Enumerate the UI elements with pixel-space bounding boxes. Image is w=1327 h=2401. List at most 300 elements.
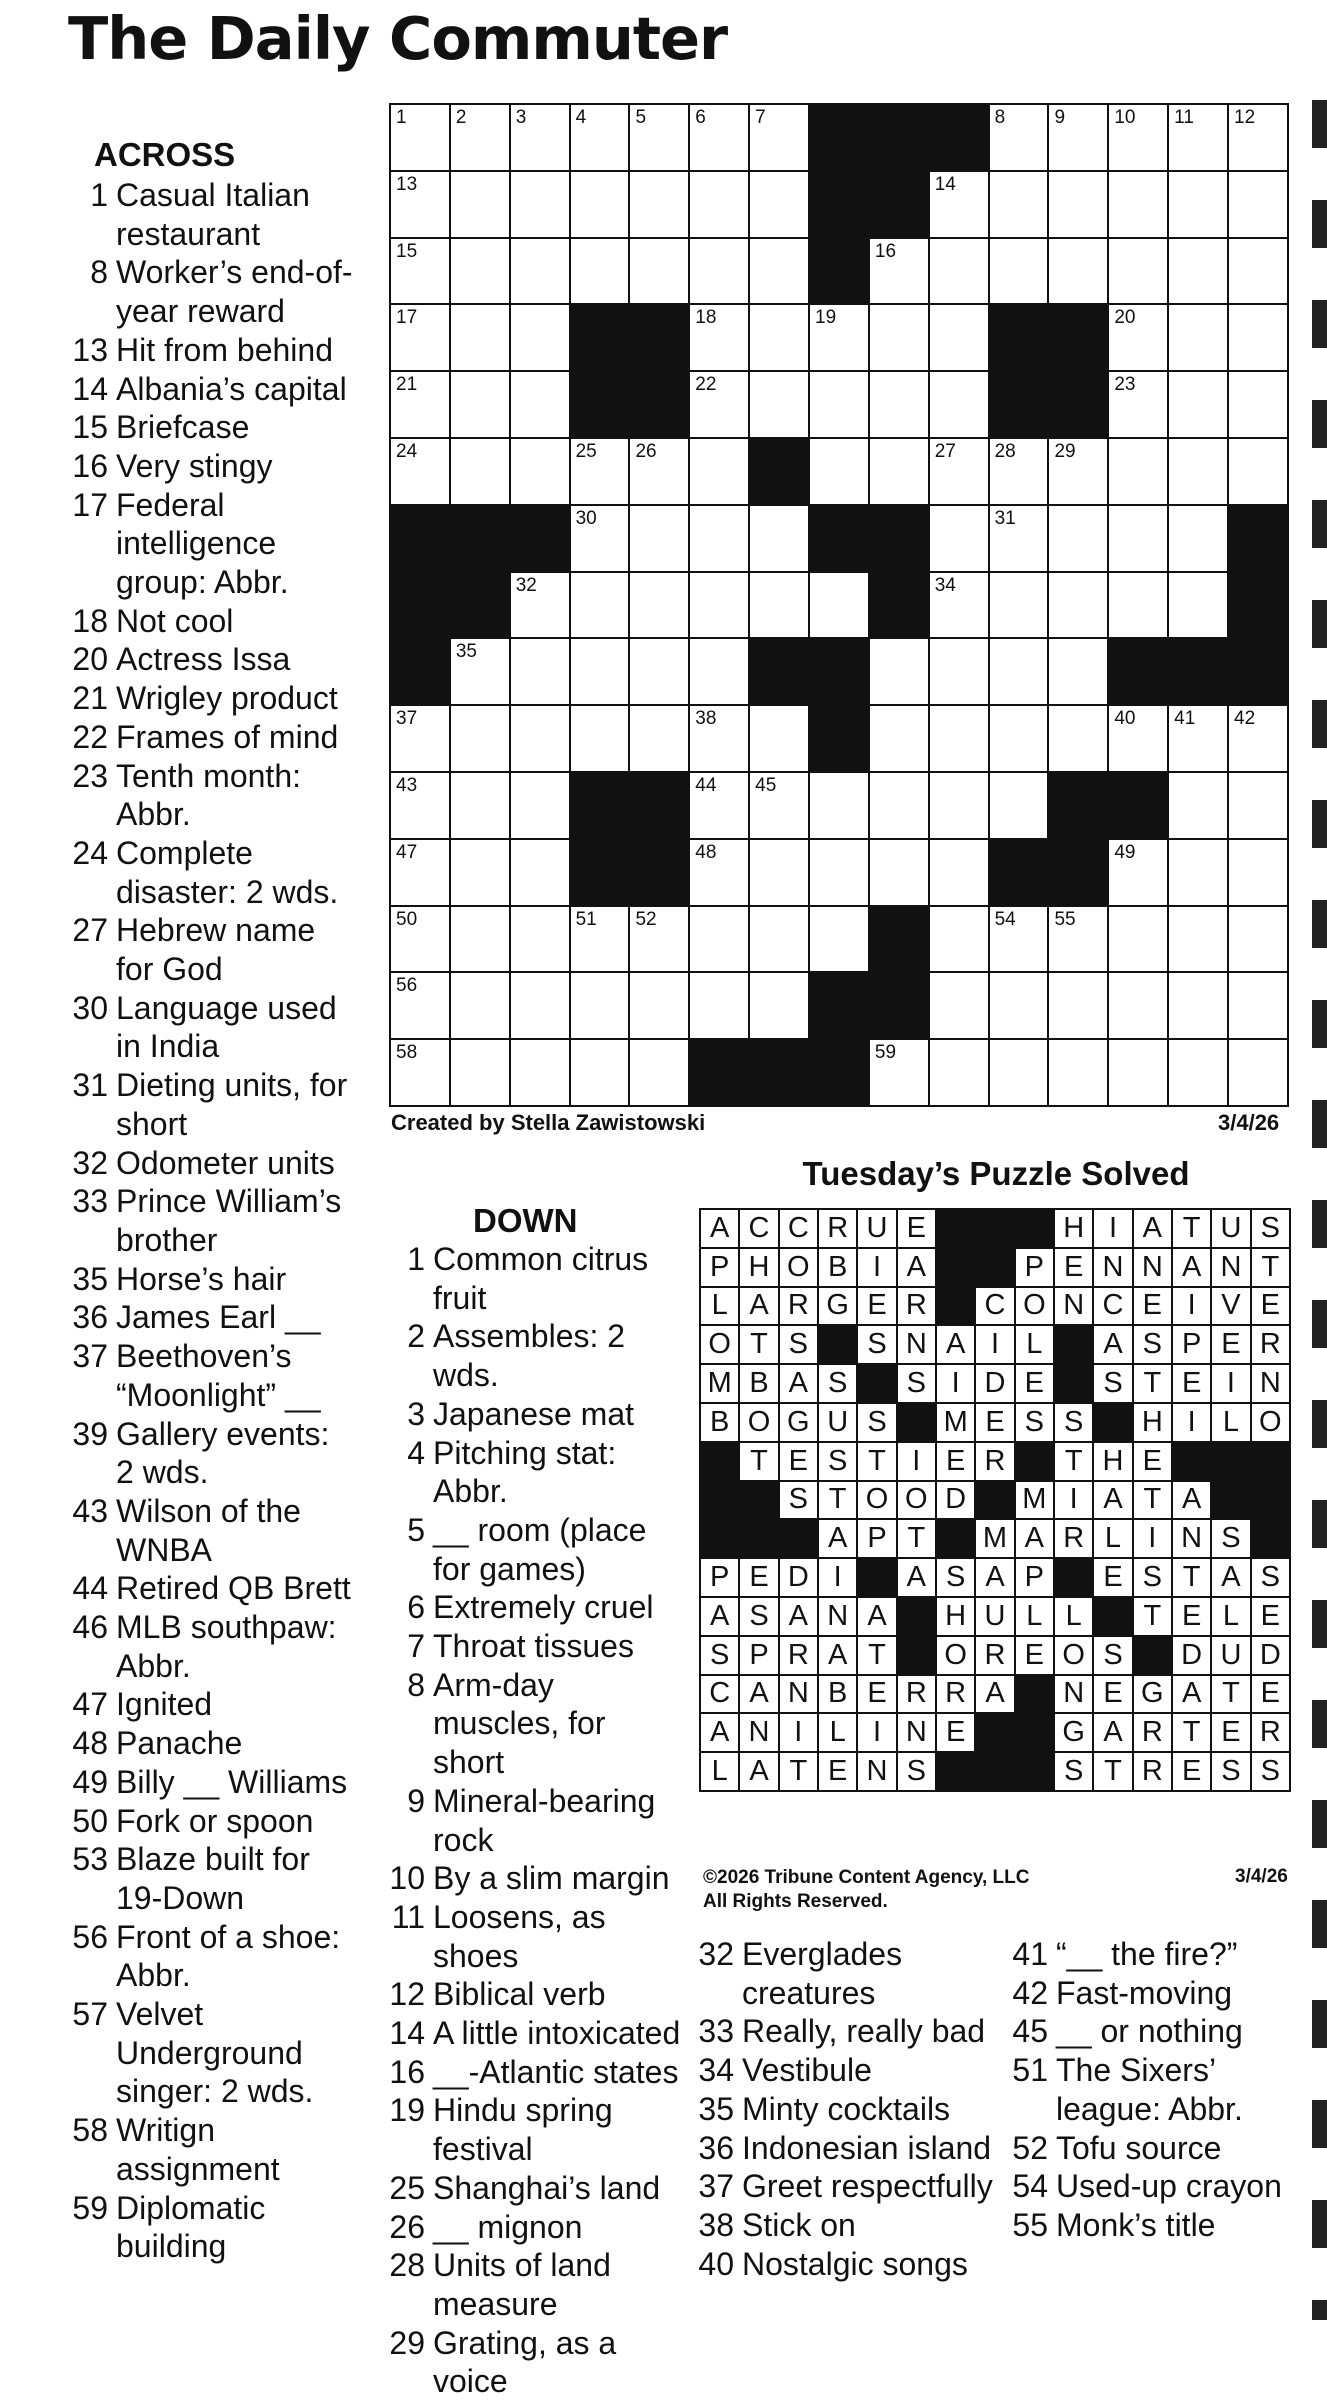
grid-cell[interactable] xyxy=(390,1039,450,1106)
grid-cell[interactable] xyxy=(809,304,869,371)
grid-cell[interactable] xyxy=(1168,839,1228,906)
grid-cell[interactable] xyxy=(1168,438,1228,505)
grid-cell[interactable] xyxy=(1048,505,1108,572)
clue-item xyxy=(64,1182,354,1259)
grid-cell[interactable] xyxy=(989,1039,1049,1106)
solved-black-square xyxy=(975,1481,1014,1520)
clue-item xyxy=(64,1918,354,1995)
grid-cell[interactable] xyxy=(929,705,989,772)
grid-cell[interactable] xyxy=(929,972,989,1039)
solved-letter: R xyxy=(1054,1519,1093,1558)
solved-letter: N xyxy=(1133,1248,1172,1287)
grid-cell[interactable] xyxy=(570,572,630,639)
grid-cell[interactable] xyxy=(390,171,450,238)
grid-cell[interactable] xyxy=(1048,238,1108,305)
grid-cell[interactable] xyxy=(570,638,630,705)
solved-letter: S xyxy=(936,1558,975,1597)
grid-cell[interactable] xyxy=(809,772,869,839)
clue-number: 6 xyxy=(407,1589,425,1626)
solved-row xyxy=(700,1519,1290,1558)
grid-cell[interactable] xyxy=(929,238,989,305)
solved-row xyxy=(700,1248,1290,1287)
grid-cell[interactable] xyxy=(390,972,450,1039)
grid-cell[interactable] xyxy=(1108,906,1168,973)
grid-cell[interactable] xyxy=(629,705,689,772)
grid-cell[interactable] xyxy=(570,238,630,305)
grid-cell[interactable] xyxy=(809,906,869,973)
grid-cell[interactable] xyxy=(1228,238,1288,305)
grid-cell[interactable] xyxy=(689,906,749,973)
grid-cell[interactable] xyxy=(989,505,1049,572)
grid-cell[interactable] xyxy=(869,1039,929,1106)
grid-cell[interactable] xyxy=(1168,104,1228,171)
grid-cell[interactable] xyxy=(1048,572,1108,639)
solved-black-square xyxy=(936,1519,975,1558)
grid-row xyxy=(390,238,1288,305)
grid-cell[interactable] xyxy=(450,238,510,305)
grid-cell[interactable] xyxy=(629,238,689,305)
grid-cell[interactable] xyxy=(1108,505,1168,572)
solved-letter: E xyxy=(1251,1675,1290,1714)
grid-cell[interactable] xyxy=(1048,638,1108,705)
grid-cell[interactable] xyxy=(809,839,869,906)
grid-cell[interactable] xyxy=(629,906,689,973)
grid-cell[interactable] xyxy=(450,104,510,171)
grid-cell[interactable] xyxy=(390,104,450,171)
cell-number: 8 xyxy=(994,107,1006,128)
grid-cell[interactable] xyxy=(450,906,510,973)
clue-item xyxy=(690,2167,1010,2206)
grid-cell[interactable] xyxy=(390,906,450,973)
grid-cell[interactable] xyxy=(1108,972,1168,1039)
grid-cell[interactable] xyxy=(689,638,749,705)
grid-cell[interactable] xyxy=(749,104,809,171)
grid-cell[interactable] xyxy=(1108,438,1168,505)
grid-cell[interactable] xyxy=(929,839,989,906)
grid-cell[interactable] xyxy=(629,572,689,639)
clue-item xyxy=(64,679,354,718)
clue-number: 1 xyxy=(407,1241,425,1277)
grid-cell[interactable] xyxy=(629,104,689,171)
cell-number: 11 xyxy=(1174,107,1194,128)
cell-number: 37 xyxy=(396,708,418,730)
grid-cell[interactable] xyxy=(929,505,989,572)
grid-cell[interactable] xyxy=(1228,906,1288,973)
grid-cell[interactable] xyxy=(689,104,749,171)
grid-cell[interactable] xyxy=(1228,304,1288,371)
grid-cell[interactable] xyxy=(869,304,929,371)
solved-letter: T xyxy=(1172,1713,1211,1752)
clue-text: Actress Issa xyxy=(116,641,291,678)
grid-cell[interactable] xyxy=(749,171,809,238)
black-square xyxy=(570,772,630,839)
grid-cell[interactable] xyxy=(869,772,929,839)
solved-letter: S xyxy=(897,1364,936,1403)
cell-number: 19 xyxy=(815,307,837,329)
solved-letter: C xyxy=(700,1675,739,1714)
grid-cell[interactable] xyxy=(1228,839,1288,906)
clue-item xyxy=(381,1240,681,1317)
solved-letter: A xyxy=(1172,1248,1211,1287)
grid-cell[interactable] xyxy=(1228,705,1288,772)
clue-item xyxy=(64,911,354,988)
grid-cell[interactable] xyxy=(570,505,630,572)
grid-cell[interactable] xyxy=(989,772,1049,839)
clue-item xyxy=(690,2012,1010,2051)
grid-cell[interactable] xyxy=(510,972,570,1039)
grid-cell[interactable] xyxy=(929,572,989,639)
grid-cell[interactable] xyxy=(1228,972,1288,1039)
grid-cell[interactable] xyxy=(749,505,809,572)
grid-cell[interactable] xyxy=(809,572,869,639)
grid-cell[interactable] xyxy=(570,906,630,973)
grid-cell[interactable] xyxy=(929,1039,989,1106)
grid-cell[interactable] xyxy=(570,972,630,1039)
grid-cell[interactable] xyxy=(510,371,570,438)
grid-cell[interactable] xyxy=(1168,171,1228,238)
cell-number: 30 xyxy=(575,507,597,529)
grid-cell[interactable] xyxy=(689,371,749,438)
grid-cell[interactable] xyxy=(749,906,809,973)
grid-cell[interactable] xyxy=(510,1039,570,1106)
grid-cell[interactable] xyxy=(1228,772,1288,839)
grid-cell[interactable] xyxy=(749,772,809,839)
grid-cell[interactable] xyxy=(989,572,1049,639)
black-square xyxy=(929,104,989,171)
grid-cell[interactable] xyxy=(989,104,1049,171)
clue-text: Used-up crayon xyxy=(1056,2168,1282,2205)
grid-cell[interactable] xyxy=(749,304,809,371)
down-heading: DOWN xyxy=(473,1202,578,1239)
grid-cell[interactable] xyxy=(749,972,809,1039)
clue-text: Everglades creatures xyxy=(742,1936,903,2011)
grid-cell[interactable] xyxy=(510,238,570,305)
grid-row xyxy=(390,906,1288,973)
grid-cell[interactable] xyxy=(869,371,929,438)
cell-number: 55 xyxy=(1054,908,1076,930)
grid-cell[interactable] xyxy=(929,638,989,705)
grid-cell[interactable] xyxy=(1108,572,1168,639)
grid-cell[interactable] xyxy=(989,438,1049,505)
grid-cell[interactable] xyxy=(570,171,630,238)
grid-cell[interactable] xyxy=(689,705,749,772)
grid-cell[interactable] xyxy=(1048,1039,1108,1106)
grid-cell[interactable] xyxy=(1168,1039,1228,1106)
cell-number: 1 xyxy=(396,107,407,128)
grid-cell[interactable] xyxy=(1048,906,1108,973)
grid-cell[interactable] xyxy=(1108,304,1168,371)
grid-cell[interactable] xyxy=(510,638,570,705)
solved-letter: A xyxy=(1015,1519,1054,1558)
grid-cell[interactable] xyxy=(989,972,1049,1039)
grid-cell[interactable] xyxy=(689,772,749,839)
grid-cell[interactable] xyxy=(689,505,749,572)
grid-cell[interactable] xyxy=(1108,238,1168,305)
grid-cell[interactable] xyxy=(629,638,689,705)
grid-cell[interactable] xyxy=(629,972,689,1039)
grid-cell[interactable] xyxy=(510,839,570,906)
solved-black-square xyxy=(1015,1442,1054,1481)
grid-cell[interactable] xyxy=(1228,438,1288,505)
grid-cell[interactable] xyxy=(450,772,510,839)
grid-cell[interactable] xyxy=(450,438,510,505)
clue-number: 5 xyxy=(407,1511,425,1548)
solved-black-square xyxy=(1015,1713,1054,1752)
grid-cell[interactable] xyxy=(390,304,450,371)
grid-cell[interactable] xyxy=(570,1039,630,1106)
clue-item xyxy=(64,1298,354,1337)
grid-cell[interactable] xyxy=(510,104,570,171)
grid-cell[interactable] xyxy=(929,371,989,438)
grid-cell[interactable] xyxy=(450,171,510,238)
across-list xyxy=(64,176,354,2266)
solved-letter: E xyxy=(1172,1597,1211,1636)
clue-text: Shanghai’s land xyxy=(433,2169,661,2206)
clue-text: Language used in India xyxy=(116,989,337,1065)
grid-cell[interactable] xyxy=(1168,906,1228,973)
clue-text: Briefcase xyxy=(116,409,250,446)
grid-cell[interactable] xyxy=(629,1039,689,1106)
clue-text: Really, really bad xyxy=(742,2013,986,2050)
grid-cell[interactable] xyxy=(749,839,809,906)
grid-cell[interactable] xyxy=(749,705,809,772)
grid-cell[interactable] xyxy=(450,972,510,1039)
clue-text: Japanese mat xyxy=(433,1395,635,1432)
grid-cell[interactable] xyxy=(689,572,749,639)
black-square xyxy=(629,772,689,839)
grid-cell[interactable] xyxy=(929,906,989,973)
grid-cell[interactable] xyxy=(450,304,510,371)
clue-text: Tofu source xyxy=(1056,2129,1222,2166)
clue-item xyxy=(381,1898,681,1975)
clue-number: 36 xyxy=(72,1299,108,1336)
grid-cell[interactable] xyxy=(1108,1039,1168,1106)
clue-text: Fork or spoon xyxy=(116,1802,314,1839)
solved-black-square xyxy=(975,1752,1014,1791)
grid-cell[interactable] xyxy=(570,705,630,772)
clue-item xyxy=(381,2324,681,2401)
solved-letter: S xyxy=(779,1481,818,1520)
clue-item xyxy=(1004,1974,1327,2013)
clue-item xyxy=(64,447,354,486)
clue-text: __ room (place for games) xyxy=(433,1511,647,1587)
grid-cell[interactable] xyxy=(1168,972,1228,1039)
grid-cell[interactable] xyxy=(989,171,1049,238)
solved-letter: P xyxy=(1172,1325,1211,1364)
grid-cell[interactable] xyxy=(1168,772,1228,839)
grid-cell[interactable] xyxy=(1048,972,1108,1039)
grid-cell[interactable] xyxy=(989,906,1049,973)
clue-item xyxy=(64,2189,354,2266)
solved-table xyxy=(699,1208,1291,1792)
grid-cell[interactable] xyxy=(570,104,630,171)
grid-cell[interactable] xyxy=(1168,505,1228,572)
clue-text: Nostalgic songs xyxy=(742,2245,968,2282)
black-square xyxy=(809,972,869,1039)
solved-letter: O xyxy=(739,1403,778,1442)
solved-letter: T xyxy=(1133,1481,1172,1520)
black-square xyxy=(749,638,809,705)
clue-text: Frames of mind xyxy=(116,718,339,755)
grid-cell[interactable] xyxy=(1228,1039,1288,1106)
solved-letter: R xyxy=(1251,1713,1290,1752)
clue-number: 17 xyxy=(72,486,108,523)
grid-cell[interactable] xyxy=(989,238,1049,305)
clue-text: Hit from behind xyxy=(116,331,333,368)
grid-cell[interactable] xyxy=(1108,705,1168,772)
grid-cell[interactable] xyxy=(1228,104,1288,171)
grid-cell[interactable] xyxy=(1228,171,1288,238)
grid-cell[interactable] xyxy=(869,705,929,772)
solved-black-square xyxy=(1015,1675,1054,1714)
grid-cell[interactable] xyxy=(689,438,749,505)
grid-cell[interactable] xyxy=(570,438,630,505)
grid-cell[interactable] xyxy=(929,171,989,238)
grid-cell[interactable] xyxy=(989,705,1049,772)
clue-number: 59 xyxy=(72,2189,108,2226)
solved-letter: I xyxy=(1211,1364,1250,1403)
cell-number: 20 xyxy=(1114,307,1136,329)
clue-item xyxy=(64,1066,354,1143)
grid-cell[interactable] xyxy=(1168,371,1228,438)
clue-number: 51 xyxy=(1012,2052,1048,2089)
grid-cell[interactable] xyxy=(809,371,869,438)
grid-cell[interactable] xyxy=(450,638,510,705)
solved-letter: A xyxy=(700,1597,739,1636)
clue-item xyxy=(381,2091,681,2168)
clue-item xyxy=(381,1975,681,2014)
grid-cell[interactable] xyxy=(869,638,929,705)
grid-cell[interactable] xyxy=(749,572,809,639)
across-clues xyxy=(64,136,354,2266)
solved-letter: G xyxy=(779,1403,818,1442)
down-clues-column-2 xyxy=(690,1935,1010,2283)
solved-letter: S xyxy=(1054,1403,1093,1442)
clue-number: 44 xyxy=(72,1570,108,1607)
grid-cell[interactable] xyxy=(929,438,989,505)
grid-cell[interactable] xyxy=(1048,104,1108,171)
grid-cell[interactable] xyxy=(450,705,510,772)
solved-letter: S xyxy=(1093,1364,1132,1403)
grid-cell[interactable] xyxy=(989,638,1049,705)
grid-cell[interactable] xyxy=(689,839,749,906)
grid-cell[interactable] xyxy=(390,705,450,772)
solved-letter: H xyxy=(1054,1209,1093,1248)
grid-cell[interactable] xyxy=(929,772,989,839)
cell-number: 14 xyxy=(934,173,956,195)
cell-number: 32 xyxy=(515,574,537,596)
grid-cell[interactable] xyxy=(1168,705,1228,772)
grid-cell[interactable] xyxy=(1048,438,1108,505)
clue-number: 19 xyxy=(389,2092,425,2129)
clue-item xyxy=(381,1782,681,1859)
clue-text: Grating, as a voice xyxy=(433,2324,617,2400)
cell-number: 51 xyxy=(575,908,597,930)
solved-black-square xyxy=(1133,1636,1172,1675)
black-square xyxy=(629,304,689,371)
grid-cell[interactable] xyxy=(629,171,689,238)
clue-number: 24 xyxy=(72,834,108,871)
grid-cell[interactable] xyxy=(390,839,450,906)
grid-cell[interactable] xyxy=(510,772,570,839)
grid-cell[interactable] xyxy=(1168,304,1228,371)
grid-cell[interactable] xyxy=(1168,572,1228,639)
grid-cell[interactable] xyxy=(510,572,570,639)
grid-cell[interactable] xyxy=(689,972,749,1039)
clue-item xyxy=(381,2053,681,2092)
solved-letter: S xyxy=(1251,1752,1290,1791)
solved-letter: T xyxy=(779,1752,818,1791)
grid-cell[interactable] xyxy=(869,438,929,505)
solved-letter: R xyxy=(779,1287,818,1326)
cell-number: 59 xyxy=(874,1042,897,1064)
clue-number: 47 xyxy=(72,1686,108,1723)
grid-cell[interactable] xyxy=(390,238,450,305)
grid-cell[interactable] xyxy=(1168,238,1228,305)
solved-letter: L xyxy=(700,1287,739,1326)
cell-number: 43 xyxy=(396,774,418,796)
clue-text: Throat tissues xyxy=(433,1628,634,1665)
clue-number: 41 xyxy=(1012,1936,1048,1972)
grid-cell[interactable] xyxy=(689,171,749,238)
solved-letter: L xyxy=(1015,1597,1054,1636)
grid-cell[interactable] xyxy=(1108,839,1168,906)
grid-cell[interactable] xyxy=(510,304,570,371)
cell-number: 31 xyxy=(994,507,1016,529)
clue-item xyxy=(64,989,354,1066)
grid-cell[interactable] xyxy=(510,171,570,238)
solved-letter: E xyxy=(857,1287,896,1326)
grid-cell[interactable] xyxy=(510,906,570,973)
grid-cell[interactable] xyxy=(390,772,450,839)
grid-cell[interactable] xyxy=(749,371,809,438)
grid-cell[interactable] xyxy=(1048,705,1108,772)
grid-cell[interactable] xyxy=(450,371,510,438)
grid-cell[interactable] xyxy=(450,1039,510,1106)
cell-number: 25 xyxy=(575,440,597,462)
grid-cell[interactable] xyxy=(1108,171,1168,238)
grid-cell[interactable] xyxy=(869,238,929,305)
grid-cell[interactable] xyxy=(689,238,749,305)
grid-cell[interactable] xyxy=(749,238,809,305)
grid-cell[interactable] xyxy=(869,839,929,906)
grid-cell[interactable] xyxy=(629,505,689,572)
grid-cell[interactable] xyxy=(1228,371,1288,438)
clue-text: Writign assignment xyxy=(116,2112,280,2187)
grid-cell[interactable] xyxy=(1108,371,1168,438)
solved-letter: H xyxy=(936,1597,975,1636)
grid-cell[interactable] xyxy=(390,371,450,438)
clue-text: James Earl __ xyxy=(116,1299,321,1336)
solved-row xyxy=(700,1558,1290,1597)
grid-cell[interactable] xyxy=(1048,171,1108,238)
grid-cell[interactable] xyxy=(510,705,570,772)
grid-cell[interactable] xyxy=(629,438,689,505)
clue-item xyxy=(64,1415,354,1492)
grid-cell[interactable] xyxy=(390,438,450,505)
grid-cell[interactable] xyxy=(1108,104,1168,171)
grid-cell[interactable] xyxy=(450,839,510,906)
cell-number: 28 xyxy=(994,440,1016,462)
grid-cell[interactable] xyxy=(929,304,989,371)
grid-cell[interactable] xyxy=(809,438,869,505)
solved-letter: A xyxy=(897,1248,936,1287)
clue-number: 4 xyxy=(407,1434,425,1471)
grid-cell[interactable] xyxy=(689,304,749,371)
solved-letter: E xyxy=(1251,1597,1290,1636)
grid-cell[interactable] xyxy=(510,438,570,505)
cell-number: 45 xyxy=(755,774,777,796)
